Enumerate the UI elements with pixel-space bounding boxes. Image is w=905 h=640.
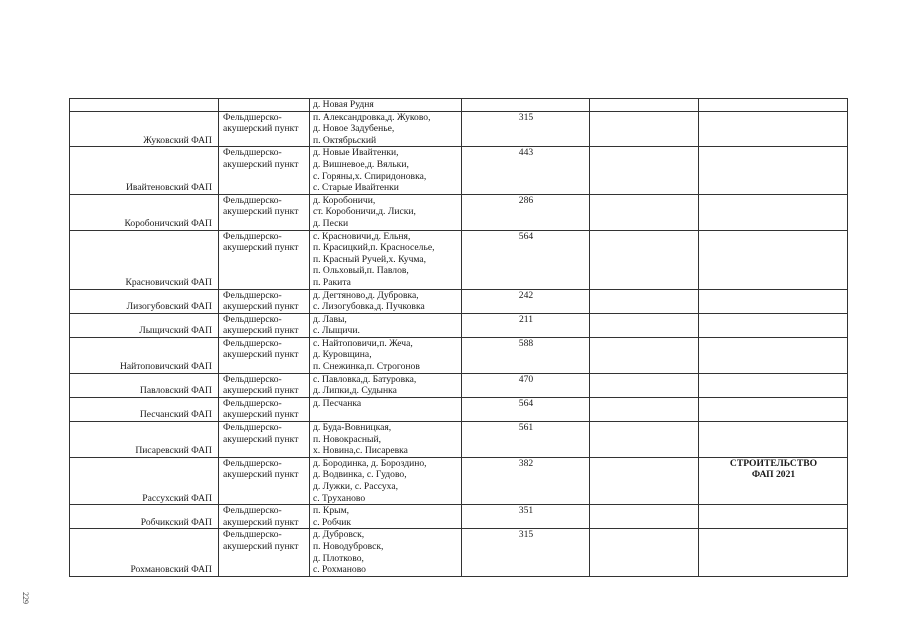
location-line: д. Водвинка, с. Гудово, (313, 469, 407, 481)
table-row (70, 529, 848, 576)
location-line: д. Коробоничи, (313, 194, 376, 206)
facility-name: Жуковский ФАП (143, 134, 212, 146)
location-line: п. Новодубровск, (313, 540, 384, 552)
location-line: п. Крым, (313, 505, 350, 517)
facility-name-cell (70, 111, 219, 147)
facility-name-cell (70, 337, 219, 373)
table-row (70, 457, 848, 504)
population-value: 382 (518, 457, 534, 469)
facility-name: Лыщичский ФАП (139, 325, 212, 337)
table-row (70, 194, 848, 230)
population-cell (462, 194, 590, 230)
locations-cell (310, 99, 462, 112)
location-line: п. Октябрьский (313, 134, 377, 146)
location-line: д. Буда-Вовницкая, (313, 422, 392, 434)
empty-cell (590, 457, 699, 504)
note-cell (699, 147, 848, 194)
facility-name-cell (70, 289, 219, 313)
facility-type-line: акушерский пункт (223, 433, 299, 445)
facility-name-cell (70, 422, 219, 458)
table-row (70, 422, 848, 458)
locations-cell (310, 313, 462, 337)
population-value: 564 (518, 230, 534, 242)
facility-type-cell (219, 313, 310, 337)
empty-cell (590, 505, 699, 529)
table-row (70, 111, 848, 147)
facility-type-cell (219, 529, 310, 576)
facility-type-cell (219, 397, 310, 421)
population-value: 470 (518, 373, 534, 385)
facility-type-cell (219, 147, 310, 194)
note-cell (699, 422, 848, 458)
location-line: д. Пески (313, 217, 349, 229)
note-cell (699, 194, 848, 230)
location-line: п. Ольховый,п. Павлов, (313, 265, 409, 277)
note-cell (699, 111, 848, 147)
location-line: д. Лужки, с. Рассуха, (313, 481, 398, 492)
location-line: с. Найтоповичи,п. Жеча, (313, 337, 413, 349)
population-value: 564 (518, 397, 534, 409)
location-line: д. Вишневое,д. Вяльки, (313, 158, 409, 170)
facility-name: Коробоничский ФАП (124, 217, 212, 229)
population-value: 443 (518, 147, 534, 159)
locations-cell (310, 422, 462, 458)
locations-cell (310, 289, 462, 313)
location-line: д. Лавы, (313, 313, 347, 325)
facility-type-line: акушерский пункт (223, 469, 299, 481)
facility-name-cell (70, 529, 219, 576)
facility-name-cell (70, 313, 219, 337)
locations-cell (310, 373, 462, 397)
population-value: 286 (518, 194, 534, 206)
empty-cell (590, 289, 699, 313)
facility-type-line: Фельдшерско- (223, 397, 282, 409)
location-line: ст. Коробоничи,д. Лиски, (313, 206, 416, 218)
facility-type-cell (219, 111, 310, 147)
empty-cell (590, 111, 699, 147)
note-line: ФАП 2021 (751, 469, 796, 481)
table-row (70, 99, 848, 112)
locations-cell (310, 230, 462, 289)
facility-type-line: Фельдшерско- (223, 111, 282, 123)
table-row (70, 147, 848, 194)
population-cell (462, 230, 590, 289)
facility-name-cell (70, 99, 219, 112)
facility-type-line: Фельдшерско- (223, 147, 282, 159)
location-line: д. Бородинка, д. Бороздино, (313, 457, 427, 469)
location-line: п. Александровка,д. Жуково, (313, 111, 431, 123)
location-line: с. Робчик (313, 516, 352, 528)
population-cell (462, 505, 590, 529)
facility-type-line: акушерский пункт (223, 325, 299, 337)
empty-cell (590, 422, 699, 458)
empty-cell (590, 313, 699, 337)
locations-cell (310, 457, 462, 504)
location-line: д. Липки,д. Судынка (313, 385, 397, 397)
empty-cell (590, 397, 699, 421)
facility-type-cell (219, 505, 310, 529)
facility-type-line: Фельдшерско- (223, 373, 282, 385)
facility-type-line: акушерский пункт (223, 301, 299, 313)
facility-name: Песчанский ФАП (139, 409, 212, 421)
facility-name-cell (70, 230, 219, 289)
location-line: д. Новые Ивайтенки, (313, 147, 399, 159)
facility-type-line: Фельдшерско- (223, 289, 282, 301)
table-row (70, 397, 848, 421)
facility-type-line: Фельдшерско- (223, 337, 282, 349)
empty-cell (590, 147, 699, 194)
location-line: п. Снежинка,п. Строгонов (313, 361, 420, 373)
facility-name: Писаревский ФАП (135, 445, 212, 457)
facility-type-cell (219, 337, 310, 373)
facility-type-line: акушерский пункт (223, 385, 299, 397)
facility-name-cell (70, 373, 219, 397)
empty-cell (590, 99, 699, 112)
location-line: п. Новокрасный, (313, 433, 382, 445)
facility-type-line: акушерский пункт (223, 349, 299, 361)
facility-name: Красновичский ФАП (125, 276, 212, 288)
facility-type-line: Фельдшерско- (223, 422, 282, 434)
facility-type-line: акушерский пункт (223, 409, 299, 421)
location-line: д. Новое Задубенье, (313, 123, 395, 135)
location-line: д. Куровщина, (313, 349, 372, 361)
empty-cell (590, 529, 699, 576)
locations-cell (310, 337, 462, 373)
facility-type-line: акушерский пункт (223, 123, 299, 135)
location-line: с. Старые Ивайтенки (313, 182, 399, 194)
facility-type-line: акушерский пункт (223, 206, 299, 218)
facility-type-line: Фельдшерско- (223, 194, 282, 206)
location-line: с. Красновичи,д. Ельня, (313, 230, 411, 242)
note-cell (699, 313, 848, 337)
location-line: д. Дегтяново,д. Дубровка, (313, 289, 419, 301)
facility-name: Лизогубовский ФАП (126, 301, 212, 313)
facility-name: Робчикский ФАП (140, 516, 212, 528)
table-row (70, 337, 848, 373)
empty-cell (590, 373, 699, 397)
facility-type-cell (219, 230, 310, 289)
facility-type-line: Фельдшерско- (223, 505, 282, 517)
facility-type-line: Фельдшерско- (223, 230, 282, 242)
facility-name-cell (70, 457, 219, 504)
facilities-table (69, 98, 848, 577)
facility-name-cell (70, 397, 219, 421)
location-line: с. Лыщичи. (313, 325, 360, 337)
location-line: с. Павловка,д. Батуровка, (313, 373, 417, 385)
population-cell (462, 397, 590, 421)
location-line: с. Горяны,х. Спиридоновка, (313, 170, 427, 182)
empty-cell (590, 337, 699, 373)
table-body (70, 99, 848, 577)
table-row (70, 313, 848, 337)
population-value: 242 (518, 289, 534, 301)
location-line: п. Ракита (313, 276, 351, 288)
note-cell (699, 230, 848, 289)
locations-cell (310, 111, 462, 147)
locations-cell (310, 505, 462, 529)
note-cell (699, 529, 848, 576)
location-line: д. Плотково, (313, 552, 364, 564)
page-number: 229 (21, 592, 30, 604)
note-cell (699, 99, 848, 112)
table-row (70, 230, 848, 289)
location-line: с. Лизогубовка,д. Пучковка (313, 301, 425, 313)
population-cell (462, 422, 590, 458)
facility-type-cell (219, 99, 310, 112)
note-cell (699, 505, 848, 529)
facility-type-line: акушерский пункт (223, 516, 299, 528)
population-value: 315 (518, 529, 534, 541)
note-line: СТРОИТЕЛЬСТВО (729, 457, 818, 469)
locations-cell (310, 529, 462, 576)
facility-name: Рохмановский ФАП (130, 564, 212, 576)
note-cell (699, 289, 848, 313)
population-cell (462, 457, 590, 504)
facility-name-cell (70, 505, 219, 529)
facility-name: Павловский ФАП (139, 385, 212, 397)
note-cell (699, 373, 848, 397)
table-row (70, 289, 848, 313)
facility-name: Ивайтеновский ФАП (126, 182, 212, 194)
empty-cell (590, 230, 699, 289)
population-cell (462, 289, 590, 313)
facility-type-line: Фельдшерско- (223, 529, 282, 541)
location-line: д. Новая Рудня (313, 99, 374, 110)
locations-cell (310, 147, 462, 194)
population-value: 351 (518, 505, 534, 517)
population-value: 211 (518, 313, 534, 325)
population-value: 315 (518, 111, 534, 123)
location-line: п. Красицкий,п. Красноселье, (313, 242, 435, 254)
population-cell (462, 147, 590, 194)
locations-cell (310, 397, 462, 421)
facility-type-cell (219, 289, 310, 313)
location-line: с. Труханово (313, 492, 366, 504)
population-cell (462, 111, 590, 147)
table-row (70, 373, 848, 397)
facility-name-cell (70, 194, 219, 230)
note-cell (699, 457, 848, 504)
locations-cell (310, 194, 462, 230)
population-cell (462, 529, 590, 576)
facility-type-cell (219, 422, 310, 458)
facility-name: Рассухский ФАП (142, 492, 212, 504)
facility-type-line: акушерский пункт (223, 158, 299, 170)
facility-type-line: акушерский пункт (223, 242, 299, 254)
facility-type-line: Фельдшерско- (223, 313, 282, 325)
population-value: 561 (518, 422, 534, 434)
location-line: д. Дубровск, (313, 529, 365, 541)
population-cell (462, 313, 590, 337)
facility-type-line: Фельдшерско- (223, 457, 282, 469)
population-cell (462, 337, 590, 373)
location-line: п. Красный Ручей,х. Кучма, (313, 253, 427, 265)
note-cell (699, 397, 848, 421)
facility-type-line: акушерский пункт (223, 540, 299, 552)
population-cell (462, 99, 590, 112)
facility-type-cell (219, 194, 310, 230)
location-line: д. Песчанка (313, 397, 362, 409)
location-line: с. Рохманово (313, 564, 366, 576)
facility-name: Найтоповичский ФАП (119, 361, 212, 373)
facility-type-cell (219, 373, 310, 397)
note-cell (699, 337, 848, 373)
empty-cell (590, 194, 699, 230)
population-cell (462, 373, 590, 397)
table-row (70, 505, 848, 529)
facility-type-cell (219, 457, 310, 504)
location-line: х. Новина,с. Писаревка (313, 445, 408, 457)
facility-name-cell (70, 147, 219, 194)
population-value: 588 (518, 337, 534, 349)
